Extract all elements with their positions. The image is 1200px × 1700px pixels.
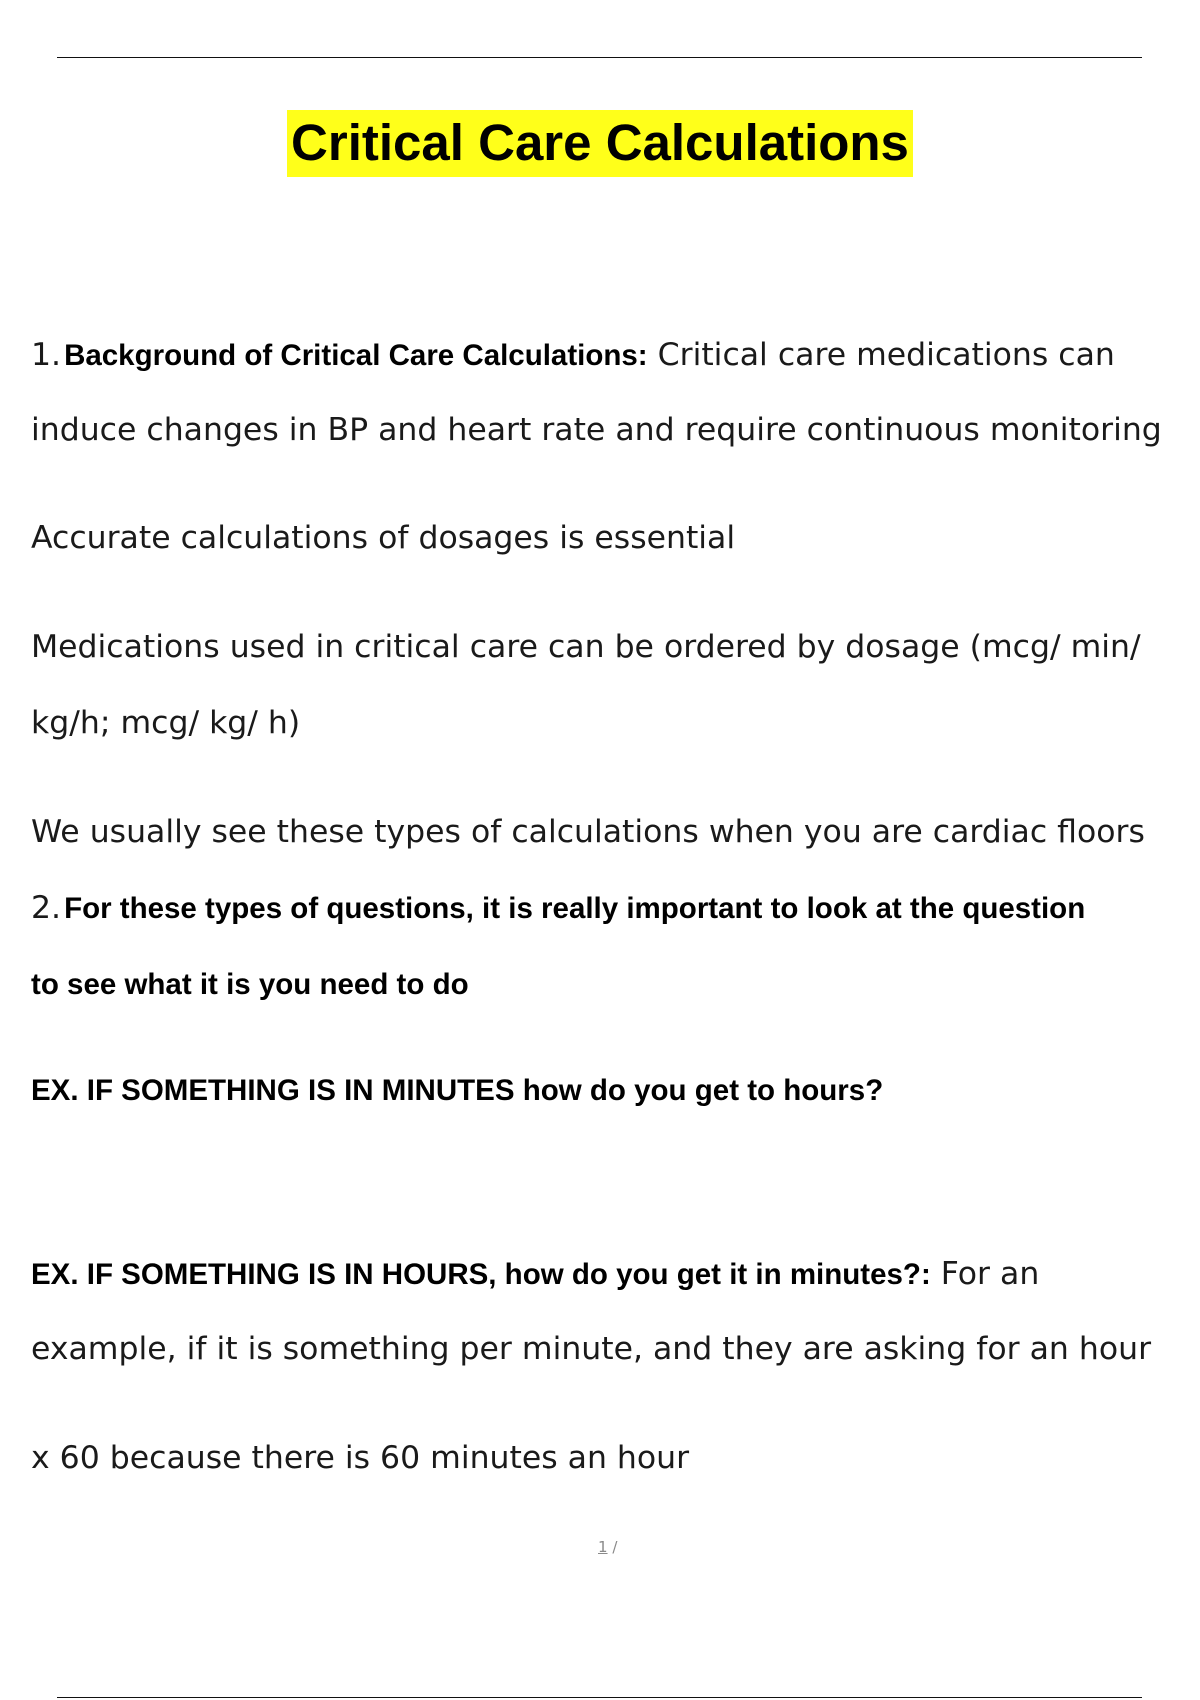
para-medications-line1: Medications used in critical care can be ordered by dosage (mcg/ min/	[31, 629, 1141, 665]
page-number	[598, 1538, 617, 1556]
page-title: Critical Care Calculations	[287, 110, 913, 177]
ex-hours-line1	[31, 1254, 1039, 1295]
page-number-value: 1	[598, 1538, 608, 1556]
bottom-rule	[57, 1697, 1142, 1698]
top-rule	[57, 57, 1142, 58]
para-x60: x 60 because there is 60 minutes an hour	[31, 1440, 690, 1476]
item2-heading-line2: to see what it is you need to do	[31, 968, 469, 1001]
page-number-separator: /	[607, 1538, 618, 1556]
ex-hours-text-line1: For an	[930, 1256, 1040, 1292]
para-accurate: Accurate calculations of dosages is essential	[31, 520, 736, 556]
para-medications-line2: kg/h; mcg/ kg/ h)	[31, 705, 301, 741]
item1-heading: Background of Critical Care Calculations:	[64, 339, 648, 372]
ex-hours-line2: example, if it is something per minute, and they are asking for an hour	[31, 1331, 1152, 1367]
item2-line1	[31, 888, 1085, 929]
item1-line1	[31, 335, 1115, 376]
ex-minutes: EX. IF SOMETHING IS IN MINUTES how do you get to hours?	[31, 1074, 884, 1107]
item1-line2: induce changes in BP and heart rate and require continuous monitoring	[31, 412, 1162, 448]
item1-number: 1.	[31, 337, 62, 373]
item2-heading-line1: For these types of questions, it is really important to look at the question	[64, 892, 1086, 925]
title-container	[0, 110, 1200, 177]
ex-hours-heading: EX. IF SOMETHING IS IN HOURS, how do you get it in minutes?:	[31, 1258, 931, 1291]
item2-number: 2.	[31, 890, 62, 926]
item1-text-line1: Critical care medications can	[647, 337, 1115, 373]
para-cardiac: We usually see these types of calculations when you are cardiac floors	[31, 814, 1145, 850]
